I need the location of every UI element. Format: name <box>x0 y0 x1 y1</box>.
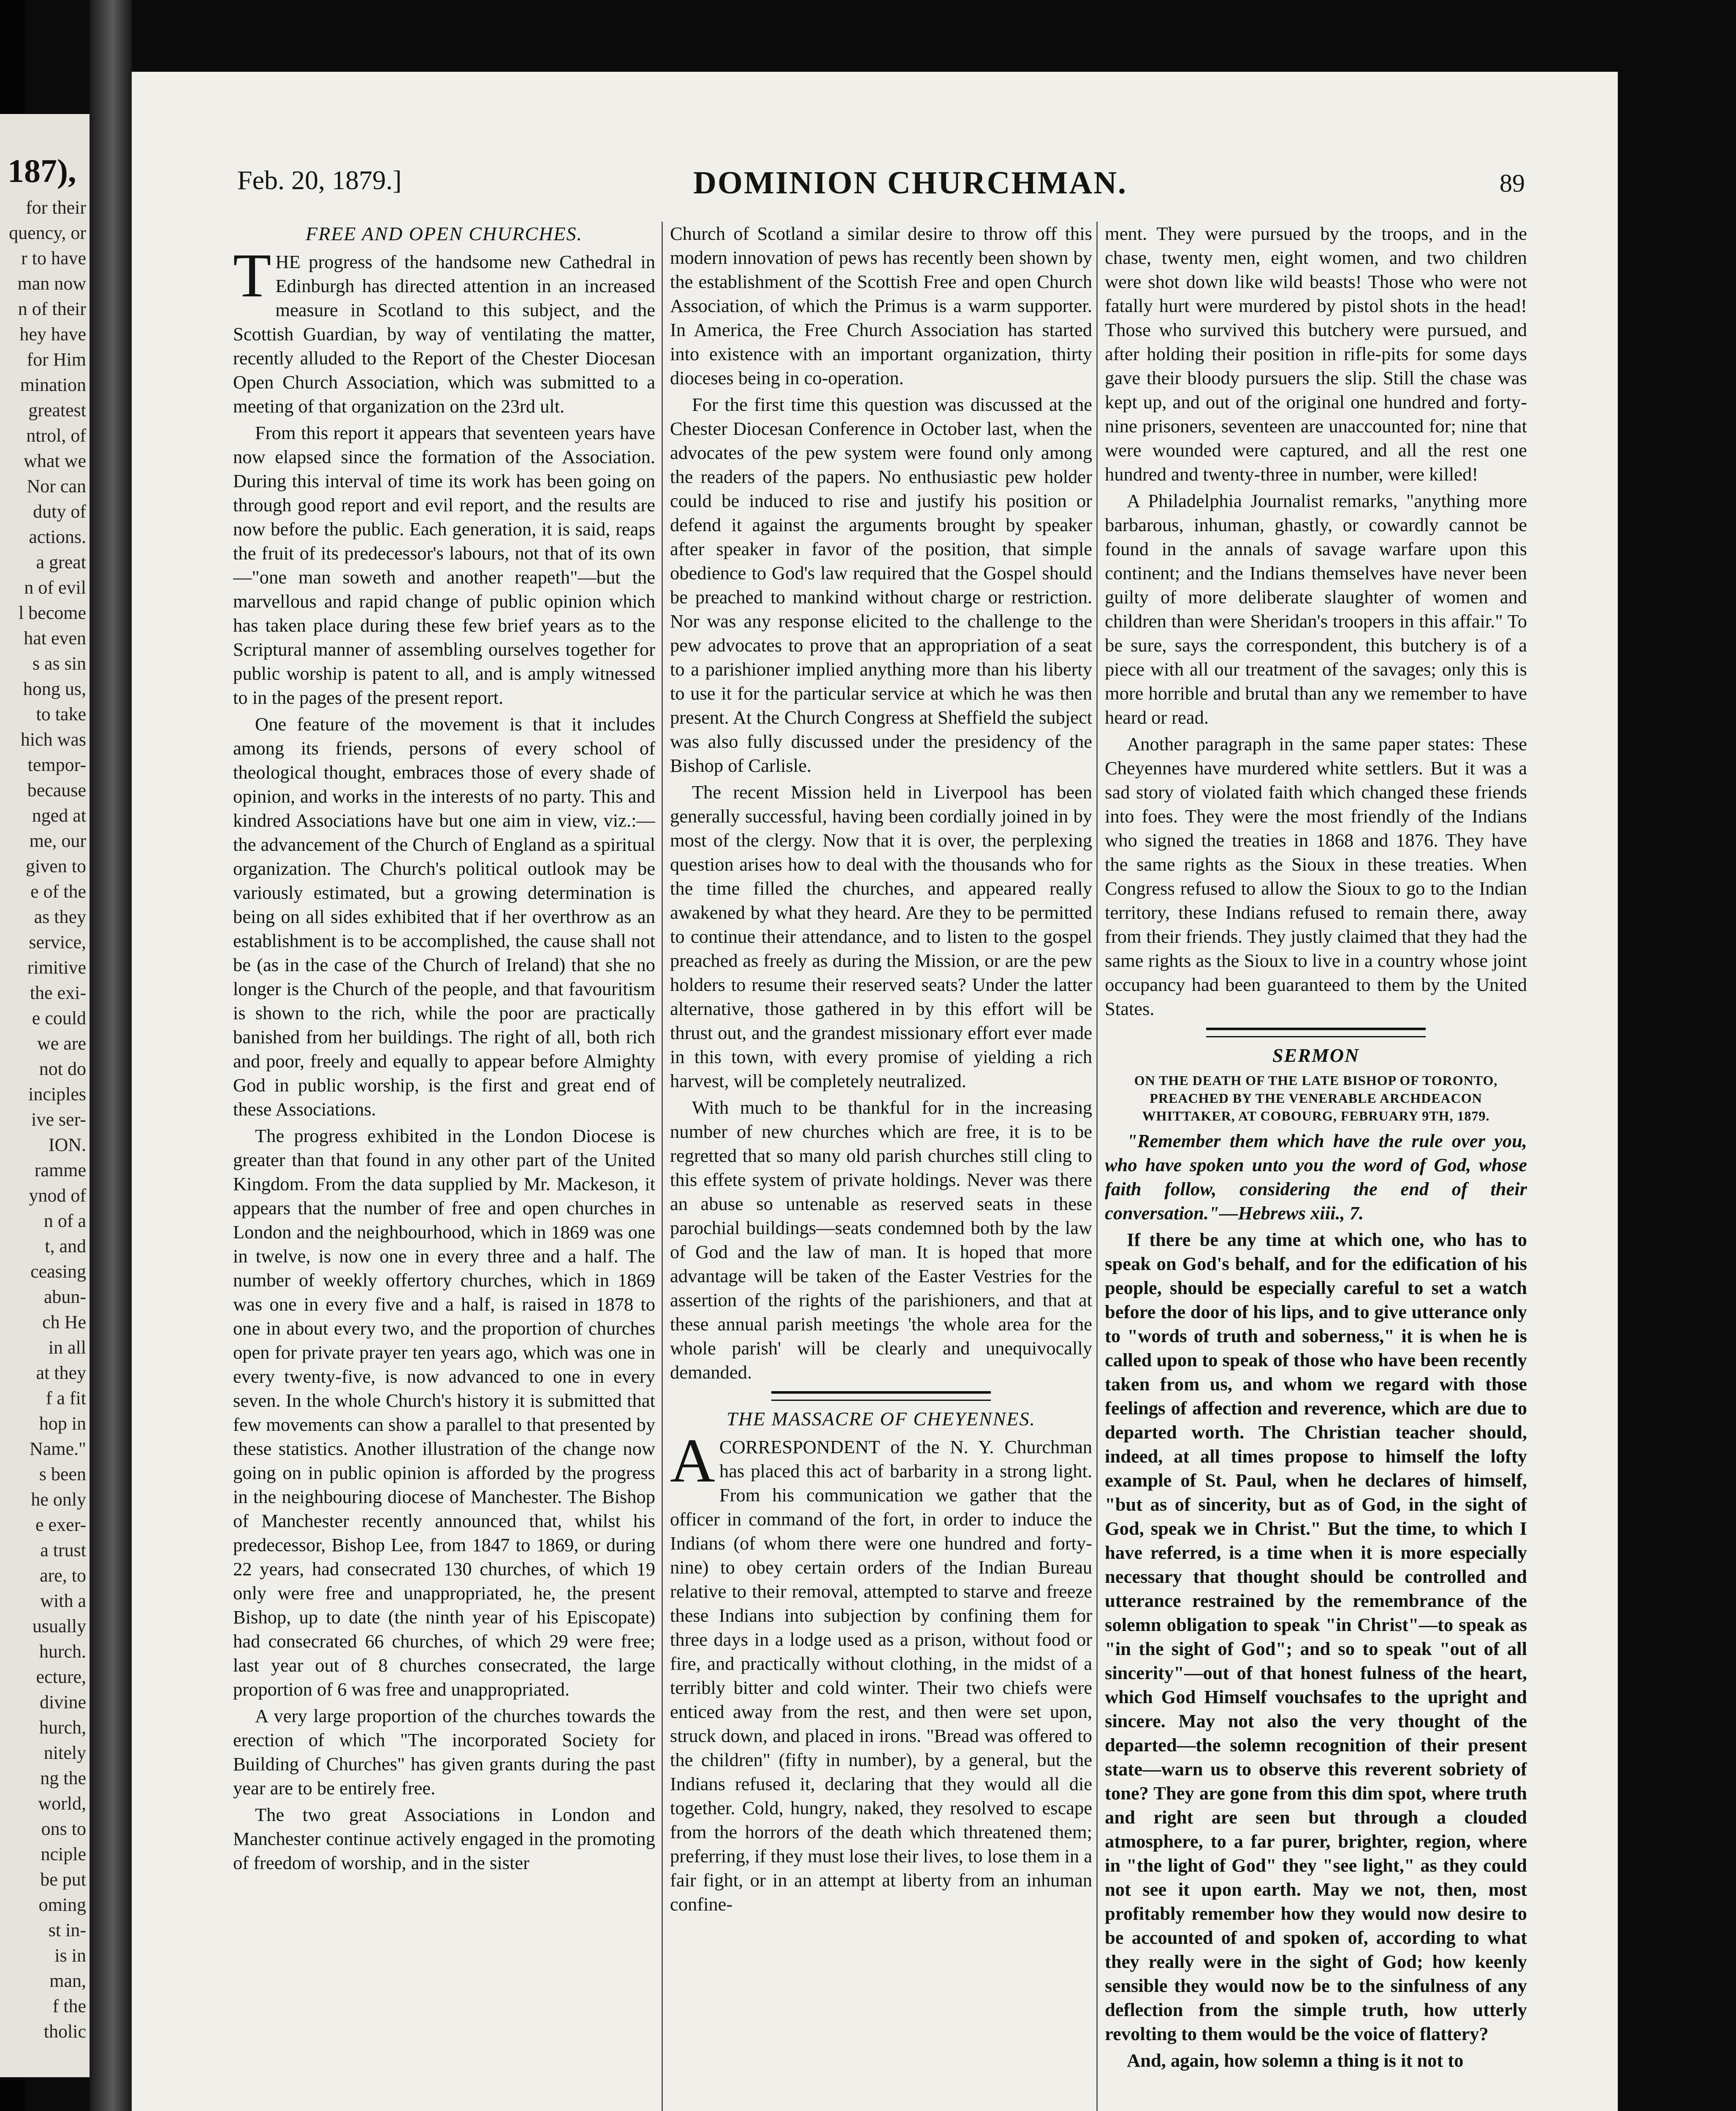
previous-page-line: hich was <box>20 729 86 750</box>
previous-page-line: at they <box>36 1362 86 1383</box>
previous-page-line: service, <box>29 932 86 952</box>
previous-page-line: l become <box>18 602 86 623</box>
previous-page-line: a trust <box>40 1540 86 1560</box>
previous-page-line: f the <box>52 1996 86 2016</box>
previous-page-line: ons to <box>41 1818 86 1839</box>
column-rule <box>662 222 663 2111</box>
previous-page-line: to take <box>36 704 86 724</box>
article-heading: SERMON <box>1272 1045 1360 1066</box>
previous-page-line: n of a <box>43 1210 86 1231</box>
article-paragraph: If there be any time at which one, who has to speak on God's behalf, and for the edification of his people, should be especially careful to set a watch before the door of his lips, and to give utterance only to "words of truth and soberness," it is when he is called upon to speak of those who have been recently taken from us, and whom we regard with those feelings of affection and reverence, which are due to departed worth. The Christian teacher should, indeed, at all times propose to himself the lofty example of St. Paul, when he declares of himself, "but as of sincerity, but as of God, in the sight of God, speak we in Christ." But the time, to which I have referred, is a time when it is more especially necessary that thought should be controlled and utterance restrained by the remembrance of the solemn obligation to speak "in Christ"—to speak as "in the sight of God"; and so to speak "out of all sincerity"—out of that honest fulness of the heart, which God Himself vouchsafes to the upright and sincere. May not also the very thought of the departed—the solemn recognition of their present state—warn us to observe this reverent sobriety of tone? They are gone from this dim spot, where truth and right are seen but through a clouded atmosphere, to a far purer, brighter, region, where in "the light of God" they "see light," as they could not see it upon earth. May we not, then, most profitably remember how they would now desire to be accounted of and spoken of, according to what they really were in the sight of God; how keenly sensible they would now be to the sinfulness of any deflection from the simple truth, how utterly revolting to them would be the voice of flattery? <box>1105 1229 1527 2044</box>
previous-page-line: e exer- <box>35 1514 86 1535</box>
previous-page-line: abun- <box>43 1286 86 1307</box>
previous-page-line: rimitive <box>27 957 86 978</box>
article-paragraph: The progress exhibited in the London Diocese is greater than that found in any other part of the United Kingdom. From the data supplied by Mr. Mackeson, it appears that the number of free and open churches in London and the neighbourhood, which in 1869 was one in twelve, is now one in every three and a half. The number of weekly offertory churches, which in 1869 was one in every five and a half, is raised in 1878 to one in about every two, and the proportion of churches open for private prayer ten years ago, which was one in every twenty-five, is now advanced to one in every seven. In the whole Church's history it is submitted that few movements can show a parallel to that presented by these statistics. Another illustration of the change now going on in public opinion is afforded by the progress in the neighbouring diocese of Manchester. The Bishop of Manchester recently announced that, whilst his predecessor, Bishop Lee, from 1847 to 1869, or during 22 years, had consecrated 130 churches, of which 19 only were free and unappropriated, he, the present Bishop, up to date (the ninth year of his Episcopate) had consecrated 66 churches, of which 29 were free; last year out of 8 churches consecrated, the large proportion of 6 was free and unappropriated. <box>233 1125 655 1700</box>
previous-page-line: hong us, <box>23 678 86 699</box>
article-paragraph: Church of Scotland a similar desire to throw off this modern innovation of pews has recently been shown by the establishment of the Scottish Free and open Church Association, of which the Primus is a warm supporter. In America, the Free Church Association has started into existence with an important organization, thirty dioceses being in co-operation. <box>670 223 1092 388</box>
previous-page-line: tholic <box>43 2021 86 2042</box>
previous-page-line: ramme <box>34 1160 86 1180</box>
previous-page-line: for their <box>26 197 86 218</box>
previous-page-line: s as sin <box>32 653 86 674</box>
previous-page-line: actions. <box>29 526 86 547</box>
previous-page-line: a great <box>36 552 86 573</box>
previous-page-line: ecture, <box>36 1666 86 1687</box>
previous-page-line: hat even <box>24 628 86 648</box>
article-paragraph: The recent Mission held in Liverpool has been generally successful, having been cordially joined in by most of the clergy. Now that it is over, the perplexing question arises how to deal with the thousands who for the time filled the churches, and appeared really awakened by what they heard. Are they to be permitted to continue their attendance, and to listen to the gospel preached as freely as during the Mission, or are the pew holders to resume their reserved seats? Under the latter alternative, those gathered in by this effort will be thrust out, and the grandest missionary effort ever made in this town, with every promise of yielding a rich harvest, will be completely neutralized. <box>670 781 1092 1091</box>
previous-page-line: hurch. <box>39 1641 86 1662</box>
previous-page-line: are, to <box>40 1565 86 1586</box>
previous-page-line: Name." <box>29 1438 86 1459</box>
running-head <box>132 165 1618 211</box>
previous-page-line: e could <box>32 1008 86 1028</box>
previous-page-line: ION. <box>48 1134 86 1155</box>
column-rule <box>1096 222 1098 2111</box>
column-2 <box>670 222 1092 2111</box>
previous-page-line: world, <box>38 1793 86 1814</box>
previous-page-line: tempor- <box>27 754 86 775</box>
drop-cap: T <box>233 241 271 310</box>
previous-page-line: he only <box>31 1489 86 1510</box>
previous-page-line: divine <box>40 1692 86 1712</box>
article-subheading: ON THE DEATH OF THE LATE BISHOP OF TORONTO, PREACHED BY THE VENERABLE ARCHDEACON WHITTAKER, AT COBOURG, FEBRUARY 9TH, 1879. <box>1134 1073 1498 1123</box>
previous-page-line: ntrol, of <box>26 425 86 446</box>
previous-page-line: hey have <box>19 324 86 345</box>
previous-page-line: r to have <box>21 248 86 269</box>
previous-page-line: nitely <box>43 1742 86 1763</box>
page-number: 89 <box>1500 169 1525 197</box>
previous-page-line: quency, or <box>9 222 86 243</box>
previous-page-line: s been <box>39 1464 86 1484</box>
article-heading: THE MASSACRE OF CHEYENNES. <box>727 1408 1036 1430</box>
previous-page-line: inciples <box>28 1084 86 1104</box>
article-paragraph: ACORRESPONDENT of the N. Y. Churchman has placed this act of barbarity in a strong light. From his communication we gather that the officer in command of the fort, in order to induce the Indians (of whom there were one hundred and forty-nine) to obey certain orders of the Indian Bureau relative to their removal, attempted to starve and freeze these Indians into subjection by confining them for three days in a lodge used as a prison, without food or fire, and practically without clothing, in the midst of a terribly bitter and cold winter. Their two chiefs were enticed away from the rest, and then were set upon, struck down, and placed in irons. "Bread was offered to the children" (fifty in number), by a general, but the Indians refused it, declaring that they would all die together. Cold, hungry, naked, they resolved to escape from the horrors of the death which threatened them; preferring, if they must lose their lives, to lose them in a fair fight, or in an attempt at liberty from an inhuman confine- <box>670 1426 1092 1915</box>
previous-page-line: n of evil <box>24 577 86 598</box>
epigraph: "Remember them which have the rule over you, who have spoken unto you the word of God, whose faith follow, considering the end of their conversation."—Hebrews xiii., 7. <box>1105 1130 1527 1224</box>
previous-page-line: ceasing <box>30 1261 86 1282</box>
previous-page-line: ng the <box>40 1768 86 1788</box>
book-gutter <box>90 0 132 2111</box>
previous-page-line: ynod of <box>29 1185 86 1206</box>
issue-date: Feb. 20, 1879.] <box>237 165 402 195</box>
previous-page-line: hop in <box>39 1413 86 1434</box>
previous-page-line: is in <box>54 1945 86 1966</box>
previous-page-line: oming <box>38 1894 86 1915</box>
drop-cap: A <box>670 1426 715 1495</box>
previous-page-line: man, <box>49 1970 86 1991</box>
article-paragraph: Another paragraph in the same paper states: These Cheyennes have murdered white settlers. But it was a sad story of violated faith which changed these friends into foes. They were the most friendly of the Indians who signed the treaties in 1868 and 1876. They have the same rights as the Sioux in these treaties. When Congress refused to allow the Sioux to go to the Indian territory, these Indians refused to remain there, away from their friends. They justly claimed that they had the same rights as the Sioux to live in a country whose joint occupancy had been guaranteed to them by the United States. <box>1105 733 1527 1019</box>
previous-page-line: usually <box>32 1616 86 1636</box>
previous-page-line: with a <box>40 1590 86 1611</box>
previous-page-line: in all <box>48 1337 86 1358</box>
previous-page-line: Nor can <box>27 476 86 497</box>
article-paragraph: From this report it appears that seventeen years have now elapsed since the formation of the Association. During this interval of time its work has been going on through good report and evil report, and the results are now before the public. Each generation, it is said, reaps the fruit of its predecessor's labours, not that of its own—"one man soweth and another reapeth"—but the marvellous and rapid change of public opinion which has taken place during these few brief years as to the Scriptural manner of assembling ourselves together for public worship is patent to all, and is amply witnessed to in the pages of the present report. <box>233 422 655 708</box>
previous-page-line: e of the <box>30 881 86 902</box>
previous-page-line: hurch, <box>39 1717 86 1738</box>
previous-page-line: ive ser- <box>31 1109 86 1130</box>
previous-page-line: what we <box>24 450 86 471</box>
article-paragraph: A Philadelphia Journalist remarks, "anything more barbarous, inhuman, ghastly, or cowardly cannot be found in the annals of savage warfare upon this continent; and the Indians themselves have never been guilty of more deliberate slaughter of women and children than were Sheridan's troopers in this affair." To be sure, says the correspondent, this butchery is of a piece with all our treatment of the savages; only this is more horrible and brutal than any we remember to have heard or read. <box>1105 490 1527 728</box>
previous-page-line: me, our <box>29 830 86 851</box>
previous-page-line: nged at <box>32 805 86 826</box>
previous-page-line: the exi- <box>30 982 86 1003</box>
previous-page-line: f a fit <box>46 1388 86 1408</box>
previous-page-line: nciple <box>41 1844 86 1864</box>
previous-page-line: man now <box>17 273 86 294</box>
article-heading: FREE AND OPEN CHURCHES. <box>306 223 583 244</box>
previous-page-line: not do <box>39 1058 86 1079</box>
previous-page-line: for Him <box>27 349 86 370</box>
newspaper-page <box>132 72 1618 2111</box>
previous-page-line: t, and <box>45 1236 86 1256</box>
previous-page-line: given to <box>26 856 86 876</box>
previous-page-line: as they <box>34 906 86 927</box>
article-paragraph: One feature of the movement is that it includes among its friends, persons of every school of theological thought, embraces those of every shade of opinion, and works in the interests of no party. This and kindred Associations have but one aim in view, viz.:—the advancement of the Church of England as a spiritual organization. The Church's political outlook may be variously estimated, but a growing determination is being on all sides exhibited that if her overthrow as an establishment is to be accomplished, the cause shall not be (as in the case of the Church of Ireland) that she no longer is the Church of the people, and that favouritism is shown to the rich, while the poor are practically banished from her buildings. The right of all, both rich and poor, freely and equally to appear before Almighty God in public worship, is the first and great end of these Associations. <box>233 714 655 1120</box>
article-paragraph: For the first time this question was discussed at the Chester Diocesan Conference in October last, when the advocates of the pew system were found only among the readers of the papers. No enthusiastic pew holder could be induced to rise and justify his position or defend it against the arguments brought by speaker after speaker in favor of the position, that simple obedience to God's law required that the Gospel should be preached to mankind without charge or restriction. Nor was any response elicited to the challenge to the pew advocates to prove that an appropriation of a seat to a parishioner implied anything more than his liberty to use it for the particular service at which he was then present. At the Church Congress at Sheffield the subject was also fully discussed under the presidency of the Bishop of Carlisle. <box>670 394 1092 776</box>
previous-page-line: because <box>27 780 86 800</box>
article-paragraph: THE progress of the handsome new Cathedral in Edinburgh has directed attention in an increased measure in Scotland to this subject, and the Scottish Guardian, by way of ventilating the matter, recently alluded to the Report of the Chester Diocesan Open Church Association, which was submitted to a meeting of that organization on the 23rd ult. <box>233 241 655 417</box>
article-paragraph: The two great Associations in London and Manchester continue actively engaged in the promoting of freedom of worship, and in the sister <box>233 1804 655 1873</box>
previous-page-fragment <box>0 114 90 2077</box>
article-paragraph: ment. They were pursued by the troops, and in the chase, twenty men, eight women, and two children were shot down like wild beasts! Those who were not fatally hurt were murdered by pistol shots in the head! Those who survived this butchery were pursued, and after holding their position in rifle-pits for some days gave their bloody pursuers the slip. Still the chase was kept up, and out of the original one hundred and forty-nine prisoners, seventeen are unaccounted for; nine that were wounded were captured, and all the rest one hundred and twenty-three in number, were killed! <box>1105 223 1527 485</box>
column-3 <box>1105 222 1527 2111</box>
publication-title: DOMINION CHURCHMAN. <box>693 165 1128 201</box>
previous-page-line: duty of <box>33 501 86 522</box>
previous-page-line: we are <box>37 1033 86 1054</box>
previous-page-line: n of their <box>18 298 86 319</box>
column-1 <box>233 222 655 2111</box>
previous-page-header: 187), <box>8 152 76 189</box>
previous-page-line: greatest <box>28 400 86 421</box>
previous-page-line: mination <box>20 374 86 395</box>
previous-page-line: st in- <box>48 1920 86 1940</box>
section-divider <box>771 1391 991 1401</box>
article-paragraph: With much to be thankful for in the increasing number of new churches which are free, it is to be regretted that so many old parish churches still cling to this effete system of private holdings. Never was there an abuse so untenable as reserved seats in these parochial buildings—seats condemned both by the law of God and the law of man. It is hoped that more advantage will be taken of the Easter Vestries for the assertion of the rights of the parishioners, and that at these annual parish meetings 'the whole area for the whole parish' will be clearly and unequivocally demanded. <box>670 1097 1092 1383</box>
article-paragraph: And, again, how solemn a thing is it not to <box>1127 2050 1464 2071</box>
article-paragraph: A very large proportion of the churches towards the erection of which "The incorporated Society for Building of Churches" has given grants during the past year are to be entirely free. <box>233 1705 655 1799</box>
section-divider <box>1206 1028 1426 1037</box>
previous-page-line: ch He <box>42 1312 86 1332</box>
previous-page-line: be put <box>40 1869 86 1890</box>
